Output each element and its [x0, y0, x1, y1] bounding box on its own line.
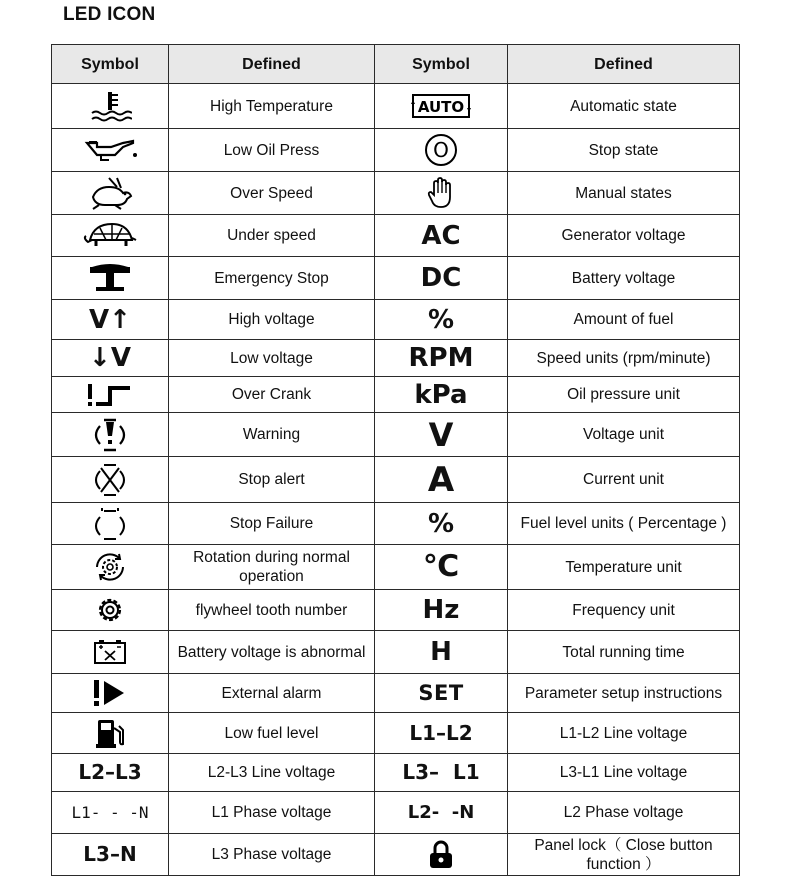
symbol-cell — [52, 545, 169, 590]
battery-voltage-symbol: DC — [375, 257, 508, 300]
symbol-cell — [52, 590, 169, 631]
definition-cell: Oil pressure unit — [508, 377, 740, 413]
symbol-cell — [375, 172, 508, 215]
warning-icon — [90, 416, 130, 454]
fuel-amount-symbol: % — [375, 300, 508, 340]
oil-can-icon — [81, 135, 139, 165]
celsius-symbol: ℃ — [375, 545, 508, 590]
definition-cell: Panel lock（ Close button function ） — [508, 834, 740, 876]
definition-cell: Under speed — [169, 215, 375, 257]
l3-l1-symbol: L3– L1 — [375, 754, 508, 792]
definition-cell: Warning — [169, 413, 375, 457]
definition-cell: Speed units (rpm/minute) — [508, 340, 740, 377]
stop-alert-icon — [90, 461, 130, 499]
gear-icon — [93, 593, 127, 627]
fuel-pump-icon — [92, 716, 128, 750]
table-row — [52, 172, 740, 215]
definition-cell: L2-L3 Line voltage — [169, 754, 375, 792]
table-row — [52, 257, 740, 300]
table-row — [52, 413, 740, 457]
definition-cell: L2 Phase voltage — [508, 792, 740, 834]
high-voltage-symbol: V↑ — [52, 300, 169, 340]
rotation-icon — [91, 548, 129, 586]
external-alarm-icon — [90, 677, 130, 709]
definition-cell: Total running time — [508, 631, 740, 674]
l1-l2-symbol: L1–L2 — [375, 713, 508, 754]
definition-cell: Battery voltage is abnormal — [169, 631, 375, 674]
header-symbol-left: Symbol — [52, 45, 169, 84]
lock-icon — [426, 839, 456, 871]
l2-l3-symbol: L2–L3 — [52, 754, 169, 792]
table-row — [52, 834, 740, 876]
symbol-cell — [52, 674, 169, 713]
definition-cell: Temperature unit — [508, 545, 740, 590]
high-temperature-icon — [88, 89, 132, 123]
definition-cell: Battery voltage — [508, 257, 740, 300]
definition-cell: High Temperature — [169, 84, 375, 129]
l1-n-symbol: L1- - -N — [52, 792, 169, 834]
set-symbol: SET — [375, 674, 508, 713]
turtle-icon — [82, 220, 138, 252]
current-unit-symbol: A — [375, 457, 508, 503]
symbol-cell — [52, 457, 169, 503]
symbol-cell — [52, 503, 169, 545]
definition-cell: Amount of fuel — [508, 300, 740, 340]
definition-cell: High voltage — [169, 300, 375, 340]
table-row — [52, 545, 740, 590]
header-row — [52, 45, 740, 84]
symbol-cell — [52, 257, 169, 300]
symbol-cell — [52, 172, 169, 215]
stop-state-label: O — [433, 138, 449, 162]
table-row — [52, 377, 740, 413]
table-row — [52, 631, 740, 674]
table-row — [52, 754, 740, 792]
symbol-cell — [52, 413, 169, 457]
page-title: LED ICON — [63, 4, 156, 25]
header-defined-left: Defined — [169, 45, 375, 84]
table-row — [52, 590, 740, 631]
stop-failure-icon — [90, 505, 130, 543]
definition-cell: Emergency Stop — [169, 257, 375, 300]
definition-cell: Fuel level units ( Percentage ) — [508, 503, 740, 545]
table-row — [52, 674, 740, 713]
symbol-cell — [375, 84, 508, 129]
definition-cell: L1-L2 Line voltage — [508, 713, 740, 754]
battery-icon — [91, 637, 129, 667]
definition-cell: Stop alert — [169, 457, 375, 503]
header-symbol-right: Symbol — [375, 45, 508, 84]
l3-n-symbol: L3–N — [52, 834, 169, 876]
hours-symbol: H — [375, 631, 508, 674]
auto-label: AUTO — [417, 98, 465, 116]
definition-cell: Current unit — [508, 457, 740, 503]
definition-cell: Manual states — [508, 172, 740, 215]
generator-voltage-symbol: AC — [375, 215, 508, 257]
definition-cell: Voltage unit — [508, 413, 740, 457]
definition-cell: L1 Phase voltage — [169, 792, 375, 834]
symbol-cell — [52, 377, 169, 413]
table-row — [52, 129, 740, 172]
definition-cell: Rotation during normal operation — [169, 545, 375, 590]
rabbit-icon — [85, 175, 135, 211]
table-row — [52, 457, 740, 503]
fuel-percentage-symbol: % — [375, 503, 508, 545]
definition-cell: Low Oil Press — [169, 129, 375, 172]
definition-cell: Automatic state — [508, 84, 740, 129]
symbol-cell — [52, 129, 169, 172]
definition-cell: L3 Phase voltage — [169, 834, 375, 876]
auto-mode-icon — [410, 92, 472, 120]
symbol-cell — [375, 129, 508, 172]
definition-cell: Over Speed — [169, 172, 375, 215]
definition-cell: Stop Failure — [169, 503, 375, 545]
definition-cell: Generator voltage — [508, 215, 740, 257]
emergency-stop-icon — [86, 261, 134, 295]
table-row — [52, 84, 740, 129]
l2-n-symbol: L2- -N — [375, 792, 508, 834]
definition-cell: L3-L1 Line voltage — [508, 754, 740, 792]
low-voltage-symbol: ↓V — [52, 340, 169, 377]
table-row — [52, 340, 740, 377]
table-row — [52, 300, 740, 340]
header-defined-right: Defined — [508, 45, 740, 84]
rpm-symbol: RPM — [375, 340, 508, 377]
definition-cell: External alarm — [169, 674, 375, 713]
symbol-cell — [52, 631, 169, 674]
table-row — [52, 503, 740, 545]
definition-cell: Stop state — [508, 129, 740, 172]
symbol-cell — [52, 713, 169, 754]
symbol-cell — [52, 215, 169, 257]
kpa-symbol: kPa — [375, 377, 508, 413]
voltage-unit-symbol: V — [375, 413, 508, 457]
definition-cell: flywheel tooth number — [169, 590, 375, 631]
over-crank-icon — [84, 380, 136, 410]
symbol-cell — [375, 834, 508, 876]
led-icon-table — [51, 44, 740, 876]
stop-state-icon — [423, 132, 459, 168]
table-row — [52, 215, 740, 257]
symbol-cell — [52, 84, 169, 129]
definition-cell: Frequency unit — [508, 590, 740, 631]
definition-cell: Low voltage — [169, 340, 375, 377]
hand-icon — [427, 175, 455, 211]
definition-cell: Over Crank — [169, 377, 375, 413]
hz-symbol: Hz — [375, 590, 508, 631]
definition-cell: Low fuel level — [169, 713, 375, 754]
definition-cell: Parameter setup instructions — [508, 674, 740, 713]
table-row — [52, 713, 740, 754]
table-row — [52, 792, 740, 834]
